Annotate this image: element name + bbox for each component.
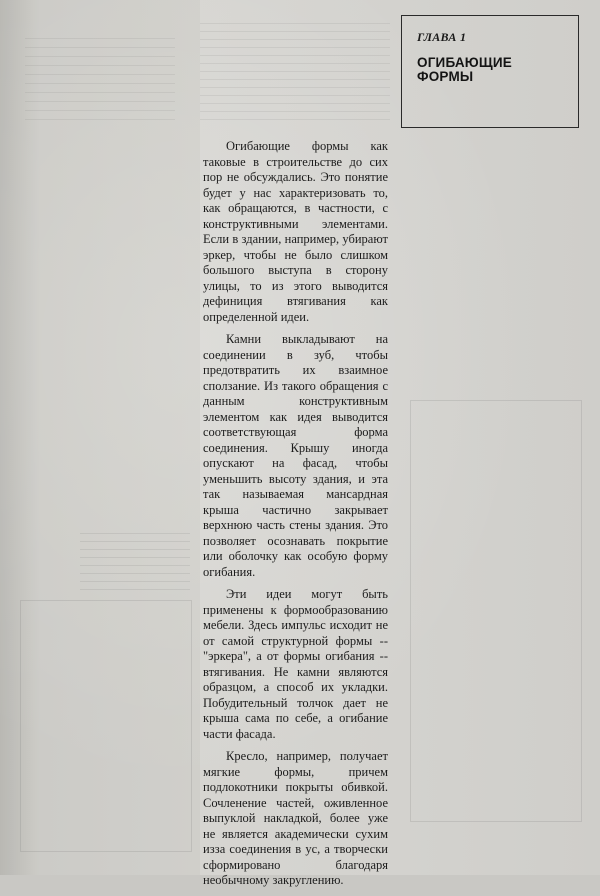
bleed-through-drawing [20, 600, 192, 852]
chapter-title [417, 56, 568, 84]
paragraph: Огибающие формы как таковые в строительстве до сих пор не обсуждались. Это понятие будет у нас характеризовать то, как обращаются, в частности, с конструктивными элементами. Если в здании, например, убирают эркер, чтобы не было слишком большого выступа в сторону улицы, то из этого выводится дефиниция втягивания как определенной идеи. [203, 139, 388, 324]
paragraph: Кресло, например, получает мягкие формы, причем подлокотники покрыты обивкой. Сочленение частей, оживленное выпуклой накладкой, более уже не является академически сухим изза соединения в ус, а творчески сформировано благодаря необычному закруглению. [203, 749, 388, 887]
paragraph: Эти идеи могут быть применены к формообразованию мебели. Здесь импульс исходит не от самой структурной формы -- "эркера", а от формы огибания -- втягивания. Не камни являются образцом, а способ их укладки. Побудительный толчок дает не крыша сама по себе, а огибание части фасада. [203, 587, 388, 741]
body-text-column [203, 139, 388, 896]
bleed-through-caption [80, 530, 190, 590]
chapter-title-line: ФОРМЫ [417, 69, 474, 84]
chapter-title-line: ОГИБАЮЩИЕ [417, 55, 512, 70]
chapter-label: ГЛАВА 1 [417, 30, 467, 44]
bleed-through-drawing [410, 400, 582, 822]
paragraph: Камни выкладывают на соединении в зуб, чтобы предотвратить их взаимное сползание. Из такого обращения с данным конструктивным элементом как идея выводится соответствующая форма соединения. Крышу иногда опускают на фасад, чтобы уменьшить высоту здания, и эта так называемая мансардная крыша частично закрывает верхнюю часть стены здания. Это позволяет осознавать покрытие или оболочку как особую форму огибания. [203, 332, 388, 579]
bleed-through-text [200, 20, 390, 120]
bleed-through-text [25, 30, 175, 120]
chapter-heading-box [401, 15, 579, 128]
